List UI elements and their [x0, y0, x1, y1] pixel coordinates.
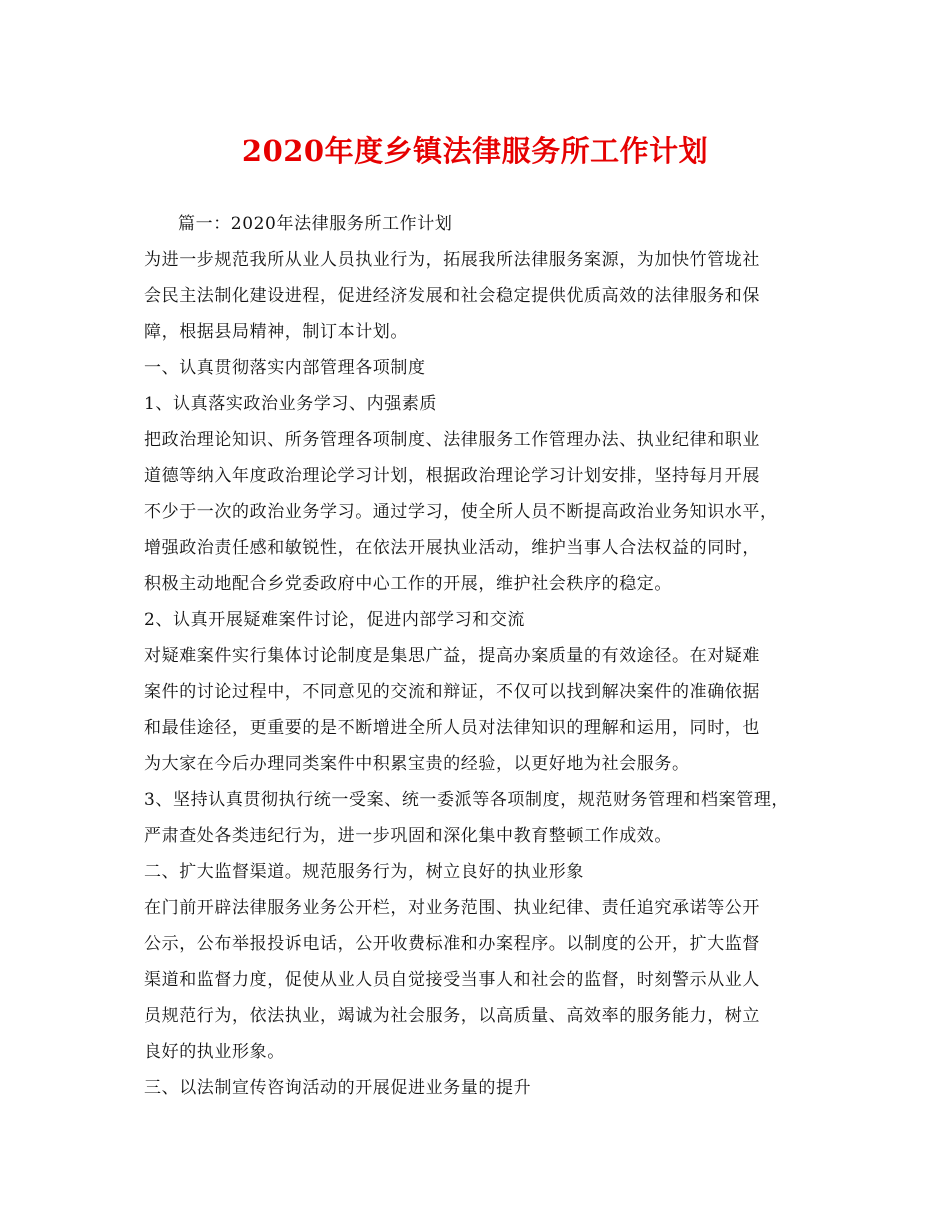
document-title: 2020年度乡镇法律服务所工作计划	[241, 134, 709, 168]
paragraph-line: 案件的讨论过程中，不同意见的交流和辩证，不仅可以找到解决案件的准确依据	[144, 682, 760, 702]
paragraph-line: 员规范行为，依法执业，竭诚为社会服务，以高质量、高效率的服务能力，树立	[144, 1006, 760, 1026]
section-heading-three: 三、以法制宣传咨询活动的开展促进业务量的提升	[144, 1078, 532, 1098]
paragraph-line: 为大家在今后办理同类案件中积累宝贵的经验，以更好地为社会服务。	[144, 754, 690, 774]
paragraph-line: 严肃查处各类违纪行为，进一步巩固和深化集中教育整顿工作成效。	[144, 826, 672, 846]
paragraph-line: 积极主动地配合乡党委政府中心工作的开展，维护社会秩序的稳定。	[144, 574, 672, 594]
paragraph-line: 在门前开辟法律服务业务公开栏，对业务范围、执业纪律、责任追究承诺等公开	[144, 898, 760, 918]
section-heading-two: 二、扩大监督渠道。规范服务行为，树立良好的执业形象	[144, 862, 584, 882]
paragraph-line: 障，根据县局精神，制订本计划。	[144, 322, 408, 342]
paragraph-line: 渠道和监督力度，促使从业人员自觉接受当事人和社会的监督，时刻警示从业人	[144, 970, 760, 990]
paragraph-line: 不少于一次的政治业务学习。通过学习，使全所人员不断提高政治业务知识水平，	[144, 502, 778, 522]
subsection-heading-2: 2、认真开展疑难案件讨论，促进内部学习和交流	[144, 610, 526, 630]
paragraph-line: 公示，公布举报投诉电话，公开收费标准和办案程序。以制度的公开，扩大监督	[144, 934, 760, 954]
paragraph-line: 对疑难案件实行集体讨论制度是集思广益，提高办案质量的有效途径。在对疑难	[144, 646, 760, 666]
paragraph-line: 为进一步规范我所从业人员执业行为，拓展我所法律服务案源，为加快竹管垅社	[144, 250, 760, 270]
paragraph-line: 良好的执业形象。	[144, 1042, 285, 1062]
section-heading-article-one: 篇一：2020年法律服务所工作计划	[178, 214, 453, 234]
paragraph-line: 道德等纳入年度政治理论学习计划，根据政治理论学习计划安排，坚持每月开展	[144, 466, 760, 486]
paragraph-line: 增强政治责任感和敏锐性，在依法开展执业活动，维护当事人合法权益的同时，	[144, 538, 760, 558]
document-body	[144, 206, 824, 1106]
subsection-heading-3: 3、坚持认真贯彻执行统一受案、统一委派等各项制度，规范财务管理和档案管理，	[144, 790, 790, 810]
paragraph-line: 和最佳途径，更重要的是不断增进全所人员对法律知识的理解和运用，同时，也	[144, 718, 760, 738]
paragraph-line: 把政治理论知识、所务管理各项制度、法律服务工作管理办法、执业纪律和职业	[144, 430, 760, 450]
paragraph-line: 会民主法制化建设进程，促进经济发展和社会稳定提供优质高效的法律服务和保	[144, 286, 760, 306]
section-heading-one: 一、认真贯彻落实内部管理各项制度	[144, 358, 426, 378]
subsection-heading-1: 1、认真落实政治业务学习、内强素质	[144, 394, 438, 414]
